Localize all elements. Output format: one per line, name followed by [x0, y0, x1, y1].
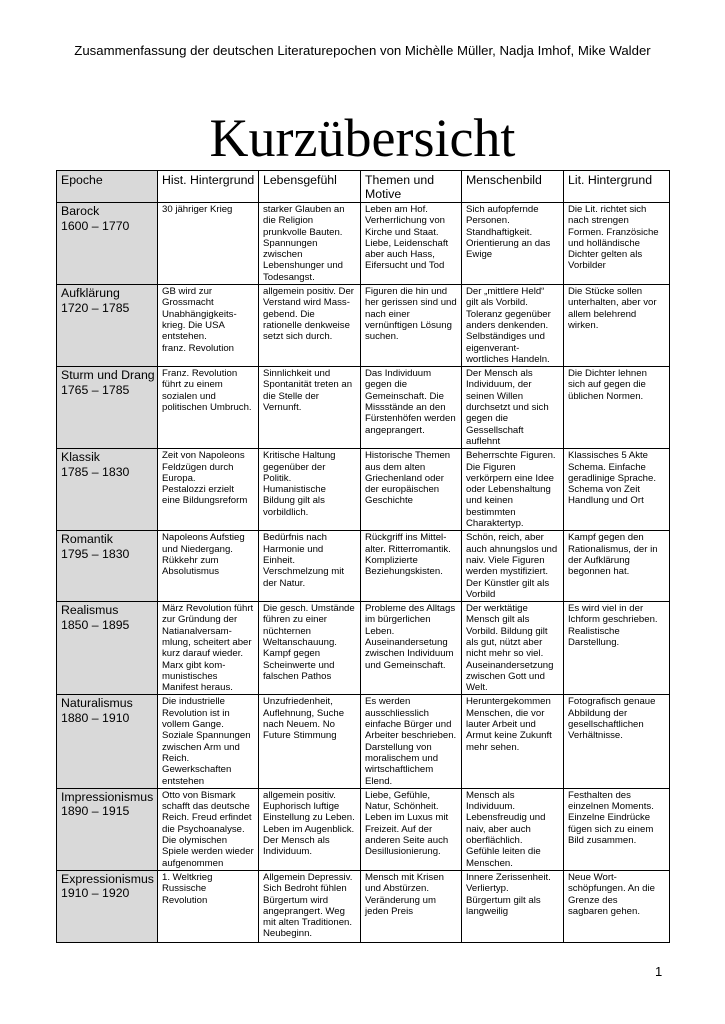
lit-text: Fotografisch genaue Abbildung der gesellschaftlichen Verhältnisse. — [568, 696, 656, 742]
lit-text: Es wird viel in der Ichform geschrieben. Realistische Darstellung. — [568, 603, 658, 648]
epoch-name: Realismus — [61, 603, 119, 618]
epoch-cell — [57, 602, 158, 695]
leben-text: Unzufriedenheit, Auflehnung, Suche nach Neuem. No Future Stimmung — [263, 696, 345, 742]
themen-cell — [361, 531, 462, 602]
epoch-cell — [57, 203, 158, 285]
lit-cell — [564, 788, 670, 870]
themen-cell — [361, 367, 462, 449]
lit-text: Klassisches 5 Akte Schema. Einfache geradlinige Sprache. Schema von Zeit Handlung und Ort — [568, 450, 657, 507]
table-row — [57, 367, 670, 449]
hist-cell — [158, 285, 259, 367]
hist-text: Zeit von Napoleons Feldzügen durch Europa. Pestalozzi erzielt eine Bildungsreform — [162, 450, 248, 507]
epoch-cell — [57, 788, 158, 870]
leben-text: starker Glauben an die Religion prunkvolle Bauten. Spannungen zwischen Lebenshunger und Todesangst. — [263, 204, 345, 283]
leben-text: Die gesch. Umstände führen zu einer nüchternen Weltanschauung. Kampf gegen Scheinwerte und falschen Pathos — [263, 603, 355, 682]
epoch-name: Sturm und Drang — [61, 368, 155, 383]
epoch-years: 1600 – 1770 — [61, 218, 130, 233]
table-row — [57, 788, 670, 870]
lit-cell — [564, 367, 670, 449]
lit-text: Kampf gegen den Rationalismus, der in der Aufklärung begonnen hat. — [568, 532, 658, 578]
mensch-text: Der „mittlere Held“ gilt als Vorbild. Toleranz gegenüber anders denkenden. Selbständiges und eigenverant- wortliches Handeln. — [466, 286, 551, 365]
leben-text: allgemein positiv. Der Verstand wird Mass- gebend. Die rationelle denkweise setzt sich durch. — [263, 286, 354, 343]
hist-text: Otto von Bismark schafft das deutsche Reich. Freud erfindet die Psychoanalyse. Die olymischen Spiele werden wieder aufgenommen — [162, 789, 254, 869]
column-header-epoche: Epoche — [57, 171, 158, 203]
epoch-cell — [57, 367, 158, 449]
lit-text: Die Lit. richtet sich nach strengen Formen. Französiche und holländische Dichter gelten als Vorbilder — [568, 204, 659, 272]
hist-cell — [158, 870, 259, 942]
epoch-name: Aufklärung — [61, 286, 120, 301]
themen-text: Es werden ausschliesslich einfache Bürger und Arbeiter beschrieben. Darstellung von moralischem und wirtschaftlichem Elend. — [365, 696, 457, 787]
leben-cell — [259, 449, 361, 531]
mensch-cell — [462, 449, 564, 531]
themen-text: Rückgriff ins Mittel- alter. Ritterromantik. Komplizierte Beziehungskisten. — [365, 532, 451, 578]
epoch-name: Impressionismus — [61, 789, 154, 804]
column-header-leben: Lebensgefühl — [259, 171, 361, 203]
themen-cell — [361, 788, 462, 870]
document-header: Zusammenfassung der deutschen Literaturepochen von Michèlle Müller, Nadja Imhof, Mike Walder — [74, 43, 651, 58]
lit-text: Die Dichter lehnen sich auf gegen die üblichen Normen. — [568, 368, 647, 402]
leben-text: Bedürfnis nach Harmonie und Einheit. Verschmelzung mit der Natur. — [263, 532, 345, 589]
leben-text: Sinnlichkeit und Spontanität treten an die Stelle der Vernunft. — [263, 368, 353, 414]
page-number: 1 — [655, 964, 663, 979]
themen-text: Historische Themen aus dem alten Griechenland oder der europäischen Geschichte — [365, 450, 451, 507]
epoch-years: 1890 – 1915 — [61, 804, 130, 819]
lit-cell — [564, 870, 670, 942]
themen-text: Liebe, Gefühle, Natur, Schönheit. Leben im Luxus mit Freizeit. Auf der anderen Seite auch Desillusionierung. — [365, 789, 449, 858]
themen-text: Probleme des Alltags im bürgerlichen Leben. Auseinandersetung zwischen Individuum und Gemeinschaft. — [365, 603, 456, 671]
themen-cell — [361, 870, 462, 942]
themen-cell — [361, 695, 462, 788]
table-row — [57, 285, 670, 367]
epoch-years: 1785 – 1830 — [61, 464, 130, 479]
mensch-cell — [462, 285, 564, 367]
themen-text: Das Individuum gegen die Gemeinschaft. Die Missstände an den Fürstenhöfen werden angeprangert. — [365, 368, 456, 436]
epoch-name: Romantik — [61, 532, 113, 547]
hist-cell — [158, 531, 259, 602]
lit-cell — [564, 203, 670, 285]
table-row — [57, 695, 670, 788]
mensch-text: Der werktätige Mensch gilt als Vorbild. Bildung gilt als gut, nützt aber nicht mehr so viel. Auseinandersetzung zwischen Gott und Welt. — [466, 603, 554, 694]
themen-cell — [361, 203, 462, 285]
leben-text: Kritische Haltung gegenüber der Politik. Humanistische Bildung gilt als vorbildlich. — [263, 450, 336, 518]
epoch-years: 1720 – 1785 — [61, 300, 130, 315]
mensch-text: Heruntergekommen Menschen, die vor lauter Arbeit und Armut keine Zukunft mehr sehen. — [466, 696, 552, 753]
epochs-table — [56, 170, 670, 943]
themen-text: Figuren die hin und her gerissen sind und nach einer vernünftigen Lösung suchen. — [365, 286, 457, 343]
hist-text: Die industrielle Revolution ist in vollem Gange. Soziale Spannungen zwischen Arm und Reich. Gewerkschaften entstehen — [162, 696, 251, 787]
table-row — [57, 203, 670, 285]
mensch-text: Innere Zerissenheit. Verliertyp. Bürgertum gilt als langweilig — [466, 871, 551, 917]
lit-cell — [564, 695, 670, 788]
epoch-cell — [57, 285, 158, 367]
epoch-name: Klassik — [61, 450, 100, 465]
hist-text: Napoleons Aufstieg und Niedergang. Rükkehr zum Absolutismus — [162, 532, 245, 578]
table-row — [57, 602, 670, 695]
hist-cell — [158, 695, 259, 788]
table-row — [57, 870, 670, 942]
hist-cell — [158, 449, 259, 531]
page-title: Kurzübersicht — [209, 108, 516, 168]
themen-text: Leben am Hof. Verherrlichung von Kirche und Staat. Liebe, Leidenschaft aber auch Hass, Eifersucht und Tod — [365, 204, 449, 272]
mensch-cell — [462, 870, 564, 942]
epoch-years: 1910 – 1920 — [61, 886, 130, 901]
table-header-row — [57, 171, 670, 203]
mensch-cell — [462, 788, 564, 870]
hist-text: 30 jähriger Krieg — [162, 204, 233, 215]
mensch-cell — [462, 367, 564, 449]
leben-cell — [259, 602, 361, 695]
themen-cell — [361, 285, 462, 367]
column-header-themen: Themen und Motive — [361, 171, 462, 203]
epoch-years: 1850 – 1895 — [61, 617, 130, 632]
leben-cell — [259, 367, 361, 449]
leben-cell — [259, 788, 361, 870]
leben-cell — [259, 695, 361, 788]
leben-text: Allgemein Depressiv. Sich Bedroht fühlen Bürgertum wird angeprangert. Weg mit alten Traditionen. Neubeginn. — [263, 871, 353, 940]
leben-cell — [259, 203, 361, 285]
mensch-text: Sich aufopfernde Personen. Standhaftigkeit. Orientierung an das Ewige — [466, 204, 551, 261]
mensch-cell — [462, 203, 564, 285]
epoch-name: Barock — [61, 204, 100, 218]
lit-text: Neue Wort- schöpfungen. An die Grenze des sagbaren gehen. — [568, 871, 655, 917]
hist-text: März Revolution führt zur Gründung der Natianalversam- mlung, scheitert aber kurz darauf wieder. Marx gibt kom- munistisches Manifest heraus. — [162, 603, 254, 694]
leben-cell — [259, 870, 361, 942]
hist-text: 1. Weltkrieg Russische Revolution — [162, 871, 213, 906]
table-row — [57, 449, 670, 531]
leben-cell — [259, 285, 361, 367]
table-row — [57, 531, 670, 602]
epoch-cell — [57, 531, 158, 602]
epoch-cell — [57, 870, 158, 942]
epoch-name: Naturalismus — [61, 696, 133, 711]
epoch-cell — [57, 449, 158, 531]
lit-cell — [564, 449, 670, 531]
lit-cell — [564, 602, 670, 695]
hist-text: GB wird zur Grossmacht Unabhängigkeits- krieg. Die USA entstehen. franz. Revolution — [162, 286, 237, 354]
mensch-text: Der Mensch als Individuum, der seinen Willen durchsetzt und sich gegen die Gessellschaft auflehnt — [466, 368, 549, 447]
hist-cell — [158, 203, 259, 285]
mensch-cell — [462, 695, 564, 788]
mensch-cell — [462, 531, 564, 602]
column-header-lit: Lit. Hintergrund — [564, 171, 670, 203]
column-header-mensch: Menschenbild — [462, 171, 564, 203]
mensch-text: Mensch als Individuum. Lebensfreudig und naiv, aber auch oberflächlich. Gefühle leiten die Menschen. — [466, 789, 546, 869]
lit-cell — [564, 285, 670, 367]
leben-cell — [259, 531, 361, 602]
epoch-name: Expressionismus — [61, 871, 154, 886]
leben-text: allgemein positiv. Euphorisch luftige Einstellung zu Leben. Leben im Augenblick. Der Mensch als Individuum. — [263, 789, 355, 858]
epoch-years: 1880 – 1910 — [61, 710, 130, 725]
column-header-hist: Hist. Hintergrund — [158, 171, 259, 203]
hist-cell — [158, 367, 259, 449]
epoch-years: 1795 – 1830 — [61, 546, 130, 561]
epoch-cell — [57, 695, 158, 788]
themen-cell — [361, 449, 462, 531]
hist-cell — [158, 602, 259, 695]
mensch-cell — [462, 602, 564, 695]
themen-cell — [361, 602, 462, 695]
mensch-text: Beherrschte Figuren. Die Figuren verkörpern eine Idee oder Lebenshaltung und keinen bestimmten Charaktertyp. — [466, 450, 556, 530]
themen-text: Mensch mit Krisen und Abstürzen. Veränderung um jeden Preis — [365, 871, 444, 917]
lit-text: Festhalten des einzelnen Moments. Einzelne Eindrücke fügen sich zu einem Bild zusammen. — [568, 789, 654, 847]
lit-cell — [564, 531, 670, 602]
lit-text: Die Stücke sollen unterhalten, aber vor allem belehrend wirken. — [568, 286, 657, 331]
hist-text: Franz. Revolution führt zu einem sozialen und politischen Umbruch. — [162, 368, 252, 414]
hist-cell — [158, 788, 259, 870]
mensch-text: Schön, reich, aber auch ahnungslos und naiv. Viele Figuren werden mystifiziert. Der Künstler gilt als Vorbild — [466, 532, 558, 600]
epoch-years: 1765 – 1785 — [61, 382, 130, 397]
